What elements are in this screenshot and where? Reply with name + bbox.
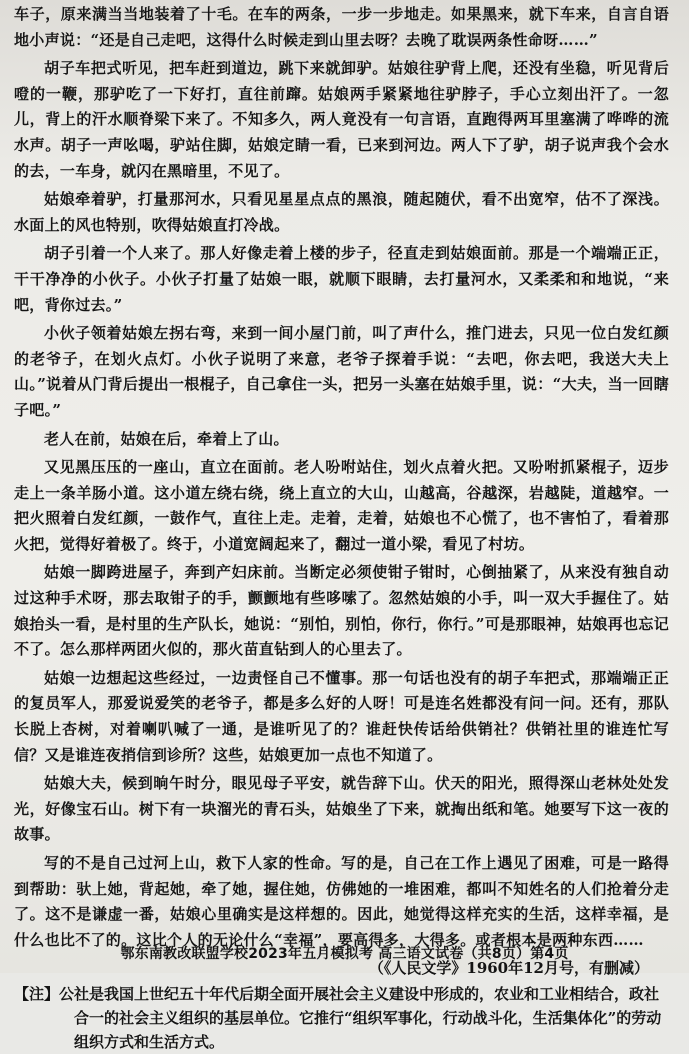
article-paragraph: 胡子引着一个人来了。那人好像走着上楼的步子，径直走到姑娘面前。那是一个端端正正，干干净净的小伙子。小伙子打量了姑娘一眼，就顺下眼睛，去打量河水，又柔柔和和地说，“来吧，背你过去。”	[14, 244, 669, 314]
page-footer: 鄂东南教改联盟学校2023年五月模拟考 高三语文试卷（共8页）第4页	[120, 946, 569, 962]
article-paragraph: 姑娘牵着驴，打量那河水，只看见星星点点的黑浪，随起随伏，看不出宽窄，估不了深浅。水面上的风也特别，吹得姑娘直打冷战。	[14, 190, 669, 234]
article-paragraph: 姑娘大夫，候到晌午时分，眼见母子平安，就告辞下山。伏天的阳光，照得深山老林处处发光，好像宝石山。树下有一块溜光的青石头，姑娘坐了下来，就掏出纸和笔。她要写下这一夜的故事。	[14, 774, 669, 844]
article-body	[14, 2, 669, 953]
article-paragraph: 姑娘一边想起这些经过，一边责怪自己不懂事。那一句话也没有的胡子车把式，那端端正正的复员军人，那爱说爱笑的老爷子，都是多么好的人呀！可是连名姓都没有问一问。还有，那队长脱上杏树，对着喇叭喊了一通，是谁听见了的？谁赶快传话给供销社？供销社里的谁连忙写信？又是谁连夜捎信到诊所？这些，姑娘更加一点也不知道了。	[14, 668, 669, 764]
footnote-text: 公社是我国上世纪五十年代后期全面开展社会主义建设中形成的，农业和工业相结合，政社合一的社会主义组织的基层单位。它推行“组织军事化，行动战斗化，生活集体化”的劳动组织方式和生活方式。	[59, 985, 662, 1052]
article-paragraph: 写的不是自己过河上山，救下人家的性命。写的是，自己在工作上遇见了困难，可是一路得到帮助：驮上她，背起她，牵了她，握住她，仿佛她的一堆困难，都叫不知姓名的人们抢着分走了。这不是谦虚一番，姑娘心里确实是这样想的。因此，她觉得这样充实的生活，这样幸福，是什么也比不了的。这比个人的无论什么“幸福”，要高得多，大得多。或者根本是两种东西……	[14, 854, 669, 949]
article-paragraph: 小伙子领着姑娘左拐右弯，来到一间小屋门前，叫了声什么，推门进去，只见一位白发红颜的老爷子，在划火点灯。小伙子说明了来意，老爷子探着手说：“去吧，你去吧，我送大夫上山。”说着从门背后提出一根棍子，自己拿住一头，把另一头塞在姑娘手里，说：“大夫，当一回瞎子吧。”	[14, 324, 669, 419]
article-paragraph: 又见黑压压的一座山，直立在面前。老人吩咐站住，划火点着火把。又吩咐抓紧棍子，迈步走上一条羊肠小道。这小道左绕右绕，绕上直立的大山，山越高，谷越深，岩越陡，道越窄。一把火照着白发红颜，一鼓作气，直往上走。走着，走着，姑娘也不心慌了，也不害怕了，看着那火把，觉得好着极了。终于，小道宽阔起来了，翻过一道小梁，看见了村坊。	[14, 458, 669, 553]
article-paragraph: 姑娘一脚跨进屋子，奔到产妇床前。当断定必须使钳子钳时，心倒抽紧了，从来没有独自动过这种手术呀，那去取钳子的手，颤颤地有些哆嗦了。忽然姑娘的小手，叫一双大手握住了。姑娘抬头一看，是村里的生产队长，她说：“别怕，别怕，你行，你行。”可是那眼神，姑娘再也忘记不了。怎么那样两团火似的，那火苗直钻到人的心里去了。	[14, 563, 669, 659]
article-paragraph: 胡子车把式听见，把车赶到道边，跳下来就卸驴。姑娘往驴背上爬，还没有坐稳，听见背后噔的一鞭，那驴吃了一下好打，直往前蹿。姑娘两手紧紧地往驴脖子，手心立刻出汗了。一忽儿，背上的汗水顺脊梁下来了。不知多久，两人竟没有一句言语，直跑得两耳里塞满了哗哗的流水声。胡子一声吆喝，驴站住脚，姑娘定睛一看，已来到河边。两人下了驴，胡子说声我个会水的去，一车身，就闪在黑暗里，不见了。	[14, 59, 669, 180]
article-paragraph: 老人在前，姑娘在后，牵着上了山。	[44, 429, 289, 448]
article-source: （《人民文学》1960年12月号，有删减）	[368, 959, 649, 978]
article-paragraph: 车子，原来满当当地装着了十毛。在车的两条，一步一步地走。如果黑来，就下车来，自言自语地小声说：“还是自己走吧，这得什么时候走到山里去呀？去晚了耽误两条性命呀……”	[14, 5, 669, 49]
footnote-label: 【注】	[14, 985, 60, 1004]
footnote	[14, 982, 669, 1054]
